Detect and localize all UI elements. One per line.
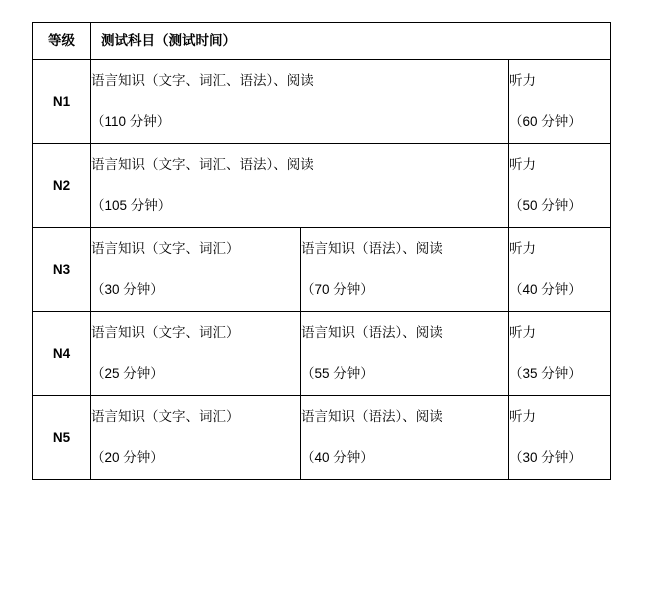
table-row — [33, 270, 611, 312]
subject-name-cell: 语言知识（语法）、阅读 — [301, 312, 509, 354]
subject-name-cell: 语言知识（文字、词汇） — [91, 312, 301, 354]
subject-time-cell: （40 分钟） — [509, 270, 611, 312]
exam-schedule-table-wrapper — [32, 22, 610, 480]
subject-time-cell: （35 分钟） — [509, 354, 611, 396]
subject-time-cell: （70 分钟） — [301, 270, 509, 312]
table-row — [33, 228, 611, 270]
table-row — [33, 102, 611, 144]
exam-schedule-table — [32, 22, 611, 480]
table-row — [33, 354, 611, 396]
level-cell: N4 — [33, 312, 91, 396]
subject-time-cell: （20 分钟） — [91, 438, 301, 480]
table-row — [33, 186, 611, 228]
subject-name-cell: 语言知识（文字、词汇） — [91, 396, 301, 438]
subject-time-cell: （60 分钟） — [509, 102, 611, 144]
subject-time-cell: （25 分钟） — [91, 354, 301, 396]
subject-name-cell: 听力 — [509, 144, 611, 186]
header-cell-level: 等级 — [33, 23, 91, 60]
subject-time-cell: （110 分钟） — [91, 102, 509, 144]
subject-time-cell: （55 分钟） — [301, 354, 509, 396]
header-cell-subject: 测试科目（测试时间） — [91, 23, 611, 60]
subject-name-cell: 听力 — [509, 228, 611, 270]
subject-time-cell: （30 分钟） — [509, 438, 611, 480]
table-row — [33, 144, 611, 186]
level-cell: N1 — [33, 60, 91, 144]
table-row — [33, 60, 611, 102]
subject-name-cell: 听力 — [509, 60, 611, 102]
table-row — [33, 438, 611, 480]
level-cell: N3 — [33, 228, 91, 312]
subject-name-cell: 语言知识（文字、词汇） — [91, 228, 301, 270]
table-body — [33, 23, 611, 480]
subject-name-cell: 听力 — [509, 312, 611, 354]
subject-name-cell: 语言知识（语法）、阅读 — [301, 396, 509, 438]
subject-time-cell: （50 分钟） — [509, 186, 611, 228]
level-cell: N2 — [33, 144, 91, 228]
subject-time-cell: （30 分钟） — [91, 270, 301, 312]
subject-name-cell: 语言知识（语法）、阅读 — [301, 228, 509, 270]
table-row — [33, 312, 611, 354]
subject-time-cell: （40 分钟） — [301, 438, 509, 480]
subject-name-cell: 语言知识（文字、词汇、语法）、阅读 — [91, 144, 509, 186]
subject-name-cell: 听力 — [509, 396, 611, 438]
subject-name-cell: 语言知识（文字、词汇、语法）、阅读 — [91, 60, 509, 102]
level-cell: N5 — [33, 396, 91, 480]
table-header-row — [33, 23, 611, 60]
table-row — [33, 396, 611, 438]
subject-time-cell: （105 分钟） — [91, 186, 509, 228]
